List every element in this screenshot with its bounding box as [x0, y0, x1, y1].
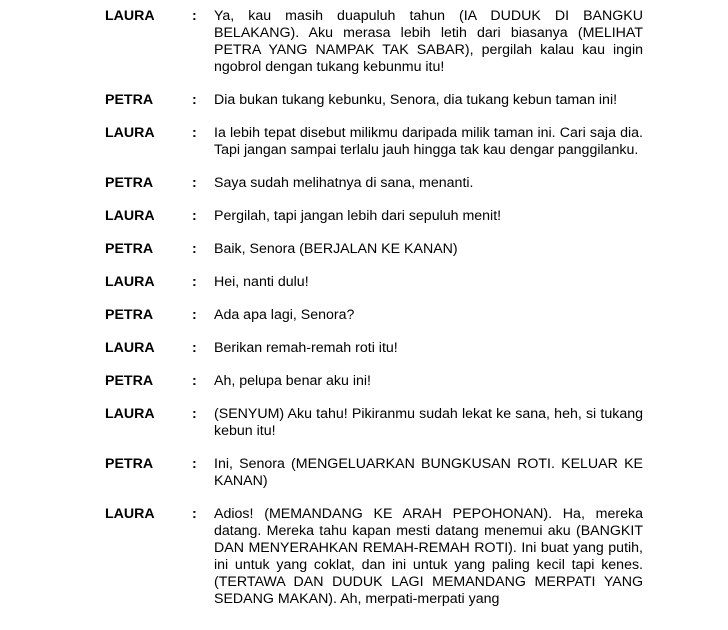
dialogue-text: Baik, Senora (BERJALAN KE KANAN)	[214, 241, 458, 257]
speaker-colon: :	[192, 340, 197, 356]
dialogue-line	[105, 125, 643, 159]
speaker-colon: :	[192, 406, 197, 422]
dialogue-line	[105, 307, 643, 324]
dialogue-line	[105, 175, 643, 192]
dialogue-text: Ada apa lagi, Senora?	[214, 307, 355, 323]
dialogue-text: Ah, pelupa benar aku ini!	[214, 373, 371, 389]
dialogue-line	[105, 340, 643, 357]
speaker-colon: :	[192, 456, 197, 472]
speaker-colon: :	[192, 92, 197, 108]
dialogue-line	[105, 274, 643, 291]
dialogue-line	[105, 92, 643, 109]
dialogue-text: (SENYUM) Aku tahu! Pikiranmu sudah lekat ke sana, heh, si tukang kebun itu!	[214, 406, 643, 439]
speaker-name: LAURA	[105, 8, 155, 24]
dialogue-text: Adios! (MEMANDANG KE ARAH PEPOHONAN). Ha, mereka datang. Mereka tahu kapan mesti datang menemui aku (BANGKIT DAN MENYERAHKAN REMAH-REMAH ROTI). Ini buat yang putih, ini untuk yang coklat, dan ini untuk yang paling kecil tapi kenes. (TERTAWA DAN DUDUK LAGI MEMANDANG MERPATI YANG SEDANG MAKAN). Ah, merpati-merpati yang	[214, 506, 643, 607]
speaker-name: PETRA	[105, 92, 154, 108]
speaker-name: LAURA	[105, 274, 155, 290]
dialogue-text: Pergilah, tapi jangan lebih dari sepuluh menit!	[214, 208, 502, 224]
speaker-name: PETRA	[105, 456, 154, 472]
speaker-colon: :	[192, 8, 197, 24]
dialogue-line	[105, 506, 643, 608]
speaker-name: LAURA	[105, 506, 155, 522]
speaker-name: PETRA	[105, 307, 154, 323]
speaker-colon: :	[192, 208, 197, 224]
dialogue-text: Hei, nanti dulu!	[214, 274, 309, 290]
speaker-name: PETRA	[105, 175, 154, 191]
dialogue-text: Ya, kau masih duapuluh tahun (IA DUDUK DI BANGKU BELAKANG). Aku merasa lebih letih dari biasanya (MELIHAT PETRA YANG NAMPAK TAK SABAR), pergilah kalau kau ingin ngobrol dengan tukang kebunmu itu!	[214, 8, 643, 75]
speaker-colon: :	[192, 175, 197, 191]
speaker-name: LAURA	[105, 340, 155, 356]
dialogue-line	[105, 406, 643, 440]
dialogue-line	[105, 208, 643, 225]
speaker-colon: :	[192, 274, 197, 290]
speaker-name: PETRA	[105, 241, 154, 257]
speaker-name: LAURA	[105, 125, 155, 141]
dialogue-text: Dia bukan tukang kebunku, Senora, dia tukang kebun taman ini!	[214, 92, 618, 108]
speaker-name: PETRA	[105, 373, 154, 389]
speaker-colon: :	[192, 241, 197, 257]
speaker-name: LAURA	[105, 406, 155, 422]
dialogue-line	[105, 456, 643, 490]
script-dialogue	[105, 8, 643, 624]
dialogue-line	[105, 373, 643, 390]
speaker-colon: :	[192, 506, 197, 522]
dialogue-line	[105, 241, 643, 258]
dialogue-text: Ini, Senora (MENGELUARKAN BUNGKUSAN ROTI. KELUAR KE KANAN)	[214, 456, 643, 489]
speaker-colon: :	[192, 373, 197, 389]
speaker-name: LAURA	[105, 208, 155, 224]
dialogue-line	[105, 8, 643, 76]
dialogue-text: Ia lebih tepat disebut milikmu daripada milik taman ini. Cari saja dia. Tapi jangan sampai terlalu jauh hingga tak kau dengar panggilanku.	[214, 125, 643, 158]
speaker-colon: :	[192, 307, 197, 323]
speaker-colon: :	[192, 125, 197, 141]
dialogue-text: Saya sudah melihatnya di sana, menanti.	[214, 175, 474, 191]
dialogue-text: Berikan remah-remah roti itu!	[214, 340, 398, 356]
